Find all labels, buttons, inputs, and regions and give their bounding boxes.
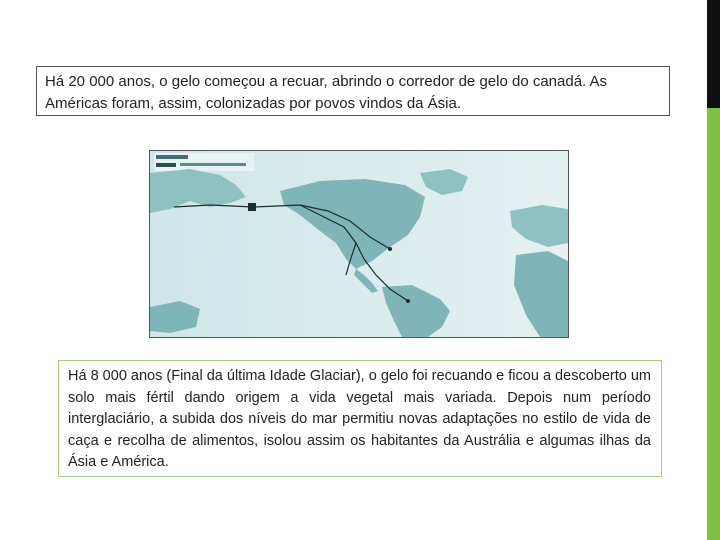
explanation-text-box (58, 360, 662, 477)
map-illustration (150, 151, 568, 337)
decorative-bar-green (707, 108, 720, 540)
decorative-bar-dark (707, 0, 720, 108)
explanation-text: Há 8 000 anos (Final da última Idade Glaciar), o gelo foi recuando e ficou a descoberto um solo mais fértil dando origem a vida vegetal mais variada. Depois num período interglaciário, a subida dos níveis do mar permitiu novas adaptações no estilo de vida de caça e recolha de alimentos, isolou assim os habitantes da Austrália e algumas ilhas da Ásia e América. (68, 368, 651, 471)
intro-text: Há 20 000 anos, o gelo começou a recuar, abrindo o corredor de gelo do canadá. As Américas foram, assim, colonizadas por povos vindos da Ásia. (45, 73, 608, 112)
migration-map-image (149, 150, 569, 338)
intro-text-box (36, 66, 670, 116)
